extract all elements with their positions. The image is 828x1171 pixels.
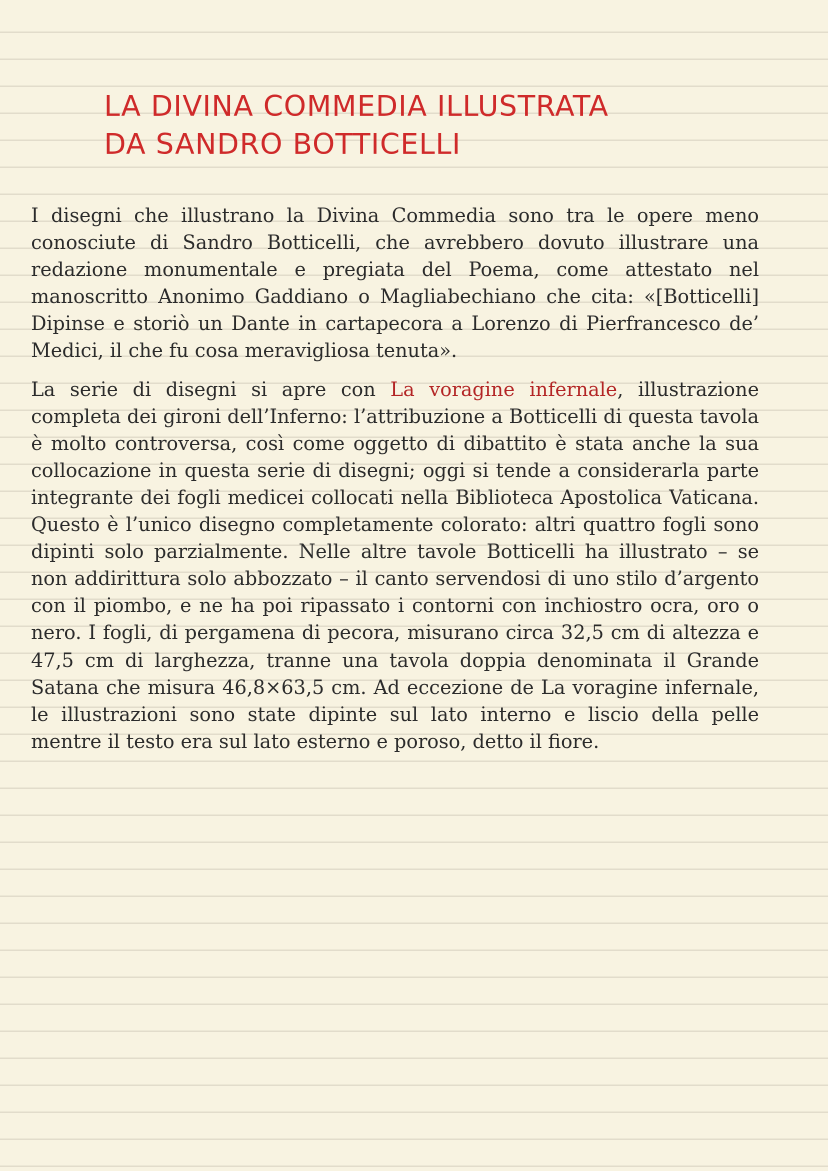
page-title-line-2: DA SANDRO BOTTICELLI: [104, 128, 461, 161]
page-title: [104, 88, 744, 164]
paragraph-2: [31, 376, 759, 755]
paragraph-2-intro: La serie di disegni si apre con: [31, 377, 391, 401]
paragraph-1: I disegni che illustrano la Divina Commedia sono tra le opere meno conosciute di Sandro Botticelli, che avrebbero dovuto illustrare una redazione monumentale e pregiata del Poema, come attestato nel manoscritto Anonimo Gaddiano o Magliabechiano che cita: «[Botticelli] Dipinse e storiò un Dante in cartapecora a Lorenzo di Pierfrancesco de’ Medici, il che fu cosa meravigliosa tenuta».: [31, 204, 759, 363]
voragine-infernale-link[interactable]: La voragine infernale: [390, 377, 618, 401]
paragraph-2-rest: , illustrazione completa dei gironi dell’Inferno: l’attribuzione a Botticelli di questa tavola è molto controversa, così come oggetto di dibattito è stata anche la sua collocazione in questa serie di disegni; oggi si tende a considerarla parte integrante dei fogli medicei collocati nella Biblioteca Apostolica Vaticana. Questo è l’unico disegno completamente colorato: altri quattro fogli sono dipinti solo parzialmente. Nelle altre tavole Botticelli ha illustrato – se non addirittura solo abbozzato – il canto servendosi di uno stilo d’argento con il piombo, e ne ha poi ripassato i contorni con inchiostro ocra, oro o nero. I fogli, di pergamena di pecora, misurano circa 32,5 cm di altezza e 47,5 cm di larghezza, tranne una tavola doppia denominata il Grande Satana che misura 46,8×63,5 cm. Ad eccezione de La voragine infernale, le illustrazioni sono state dipinte sul lato interno e liscio della pelle mentre il testo era sul lato esterno e poroso, detto il fiore.: [31, 377, 759, 753]
page-title-line-1: LA DIVINA COMMEDIA ILLUSTRATA: [104, 90, 609, 123]
article-body: [31, 202, 759, 755]
